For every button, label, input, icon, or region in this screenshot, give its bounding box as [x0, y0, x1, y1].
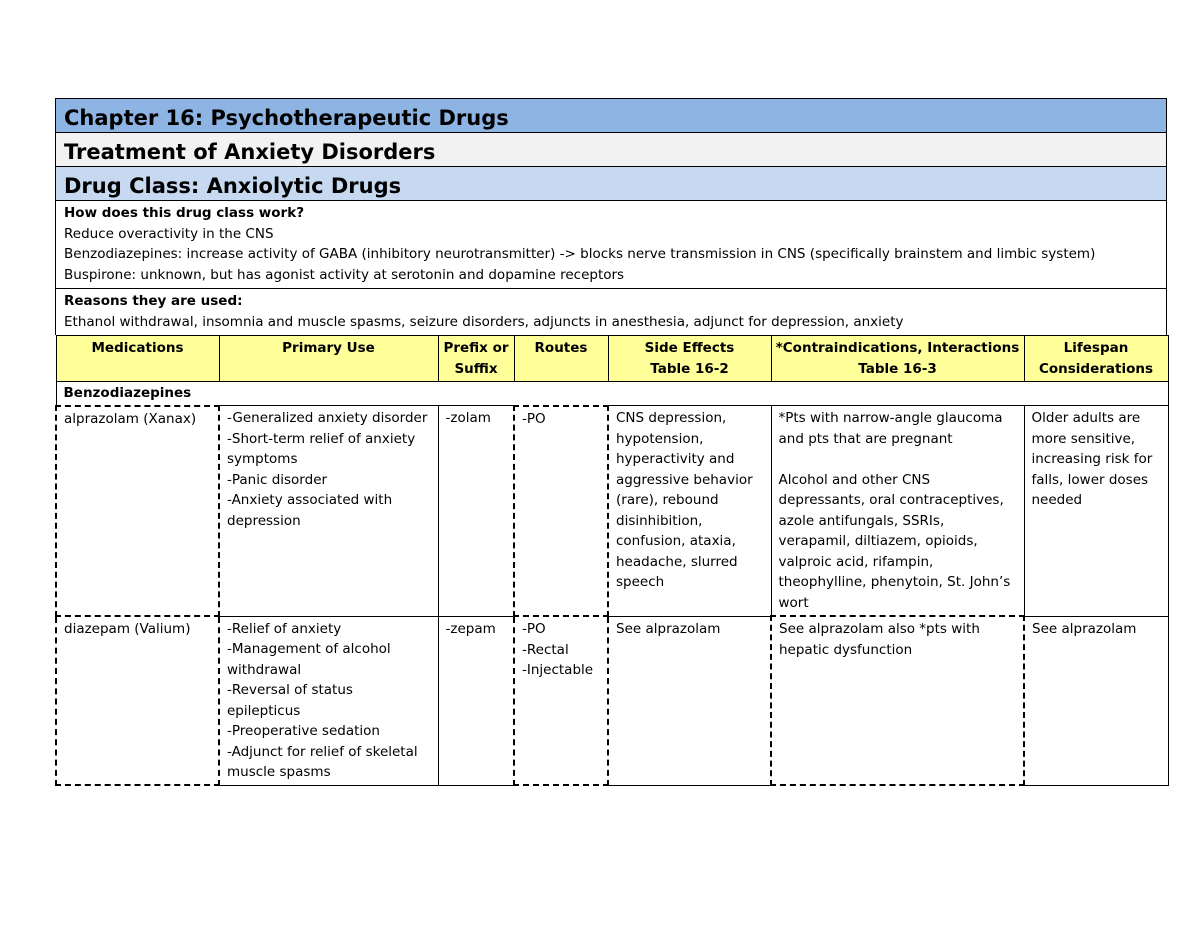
col-header-prefix-suffix: Prefix or Suffix [438, 336, 514, 382]
section-row [56, 382, 1168, 406]
topic-title: Treatment of Anxiety Disorders [55, 132, 1167, 166]
cell-lifespan: See alprazolam [1024, 616, 1168, 785]
table-row [56, 616, 1168, 785]
cell-contraindications: See alprazolam also *pts with hepatic dysfunction [771, 616, 1024, 785]
reasons-text: Ethanol withdrawal, insomnia and muscle spasms, seizure disorders, adjuncts in anesthesia, adjunct for depression, anxiety [64, 313, 904, 330]
mechanism-line: Benzodiazepines: increase activity of GABA (inhibitory neurotransmitter) -> blocks nerve transmission in CNS (specifically brainstem and limbic system) [64, 246, 1096, 262]
reasons-heading: Reasons they are used: [64, 293, 243, 309]
table-row [56, 406, 1168, 617]
cell-side-effects: CNS depression, hypotension, hyperactivity and aggressive behavior (rare), rebound disinhibition, confusion, ataxia, headache, slurred speech [608, 406, 771, 617]
drug-class-title: Drug Class: Anxiolytic Drugs [55, 166, 1167, 200]
chapter-title: Chapter 16: Psychotherapeutic Drugs [55, 98, 1167, 132]
mechanism-heading: How does this drug class work? [64, 205, 305, 221]
col-header-contraindications: *Contraindications, Interactions Table 16-3 [771, 336, 1024, 382]
cell-medication: diazepam (Valium) [56, 616, 219, 785]
cell-side-effects: See alprazolam [608, 616, 771, 785]
cell-lifespan: Older adults are more sensitive, increasing risk for falls, lower doses needed [1024, 406, 1168, 617]
mechanism-line: Reduce overactivity in the CNS [64, 225, 274, 242]
cell-suffix: -zolam [438, 406, 514, 617]
col-header-routes: Routes [514, 336, 608, 382]
cell-routes: -PO -Rectal -Injectable [514, 616, 608, 785]
mechanism-section [55, 200, 1167, 288]
medications-table [55, 335, 1169, 786]
cell-primary-use: -Relief of anxiety -Management of alcohol withdrawal -Reversal of status epilepticus -Preoperative sedation -Adjunct for relief of skeletal muscle spasms [219, 616, 438, 785]
cell-suffix: -zepam [438, 616, 514, 785]
col-header-lifespan: Lifespan Considerations [1024, 336, 1168, 382]
table-header-row [56, 336, 1168, 382]
cell-primary-use: -Generalized anxiety disorder -Short-term relief of anxiety symptoms -Panic disorder -Anxiety associated with depression [219, 406, 438, 617]
col-header-medications: Medications [56, 336, 219, 382]
cell-contraindications: *Pts with narrow-angle glaucoma and pts that are pregnant Alcohol and other CNS depressants, oral contraceptives, azole antifungals, SSRIs, verapamil, diltiazem, opioids, valproic acid, rifampin, theophylline, phenytoin, St. John’s wort [771, 406, 1024, 617]
cell-routes: -PO [514, 406, 608, 617]
reasons-section [55, 288, 1167, 335]
section-label: Benzodiazepines [56, 382, 1168, 406]
cell-medication: alprazolam (Xanax) [56, 406, 219, 617]
col-header-side-effects: Side Effects Table 16-2 [608, 336, 771, 382]
mechanism-line: Buspirone: unknown, but has agonist activity at serotonin and dopamine receptors [64, 266, 625, 283]
document-page [55, 98, 1167, 786]
col-header-primary-use: Primary Use [219, 336, 438, 382]
